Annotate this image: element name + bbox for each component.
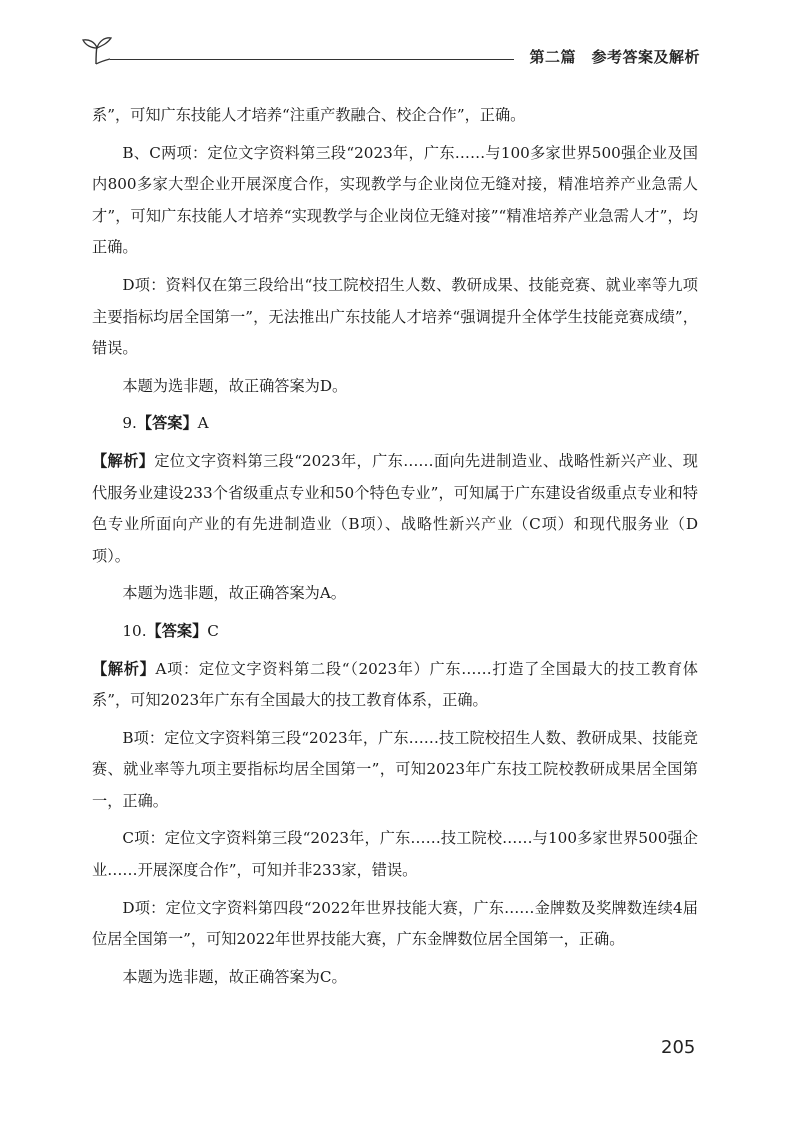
paragraph: D项：资料仅在第三段给出“技工院校招生人数、教研成果、技能竞赛、就业率等九项主要指标均居全国第一”，无法推出广东技能人才培养“强调提升全体学生技能竞赛成绩”，错误。 [92, 275, 698, 358]
question-10-answer [92, 616, 698, 648]
sprout-icon [80, 34, 114, 68]
question-number: 9. [122, 414, 137, 433]
question-number: 10. [122, 621, 147, 640]
question-9-analysis [92, 446, 698, 572]
analysis-text: A项：定位文字资料第二段“（2023年）广东……打造了全国最大的技工教育体系”，可知2023年广东有全国最大的技工教育体系，正确。 [92, 659, 698, 710]
question-9-answer [92, 408, 698, 440]
paragraph: 本题为选非题，故正确答案为C。 [122, 967, 347, 986]
page-number: 205 [661, 1037, 696, 1058]
question-10-analysis [92, 654, 698, 717]
answer-label: 【答案】 [136, 414, 198, 433]
answer-value: C [207, 621, 219, 640]
paragraph: B项：定位文字资料第三段“2023年，广东……技工院校招生人数、教研成果、技能竞赛、就业率等九项主要指标均居全国第一”，可知2023年广东技工院校教研成果居全国第一，正确。 [92, 728, 698, 810]
paragraph: D项：定位文字资料第四段“2022年世界技能大赛，广东……金牌数及奖牌数连续4届位居全国第一”，可知2022年世界技能大赛，广东金牌数位居全国第一，正确。 [92, 898, 698, 949]
paragraph: B、C两项：定位文字资料第三段“2023年，广东……与100多家世界500强企业及国内800多家大型企业开展深度合作，实现教学与企业岗位无缝对接，精准培养产业急需人才”，可知广东技能人才培养“实现教学与企业岗位无缝对接”“精准培养产业急需人才”，均正确。 [92, 143, 698, 257]
header-rule [110, 59, 514, 60]
answer-value: A [197, 414, 209, 433]
section-title: 第二篇 参考答案及解析 [529, 48, 700, 66]
paragraph: C项：定位文字资料第三段“2023年，广东……技工院校……与100多家世界500强企业……开展深度合作”，可知并非233家，错误。 [92, 829, 698, 880]
answer-label: 【答案】 [146, 621, 208, 640]
paragraph: 本题为选非题，故正确答案为A。 [122, 584, 346, 603]
page-body [92, 100, 698, 993]
analysis-label: 【解析】 [92, 451, 155, 470]
running-header [80, 34, 700, 74]
paragraph: 本题为选非题，故正确答案为D。 [122, 376, 348, 395]
paragraph: 系”，可知广东技能人才培养“注重产教融合、校企合作”，正确。 [92, 106, 526, 124]
analysis-label: 【解析】 [92, 659, 156, 678]
analysis-text: 定位文字资料第三段“2023年，广东……面向先进制造业、战略性新兴产业、现代服务业建设233个省级重点专业和50个特色专业”，可知属于广东建设省级重点专业和特色专业所面向产业的有先进制造业（B项）、战略性新兴产业（C项）和现代服务业（D项）。 [92, 451, 698, 565]
